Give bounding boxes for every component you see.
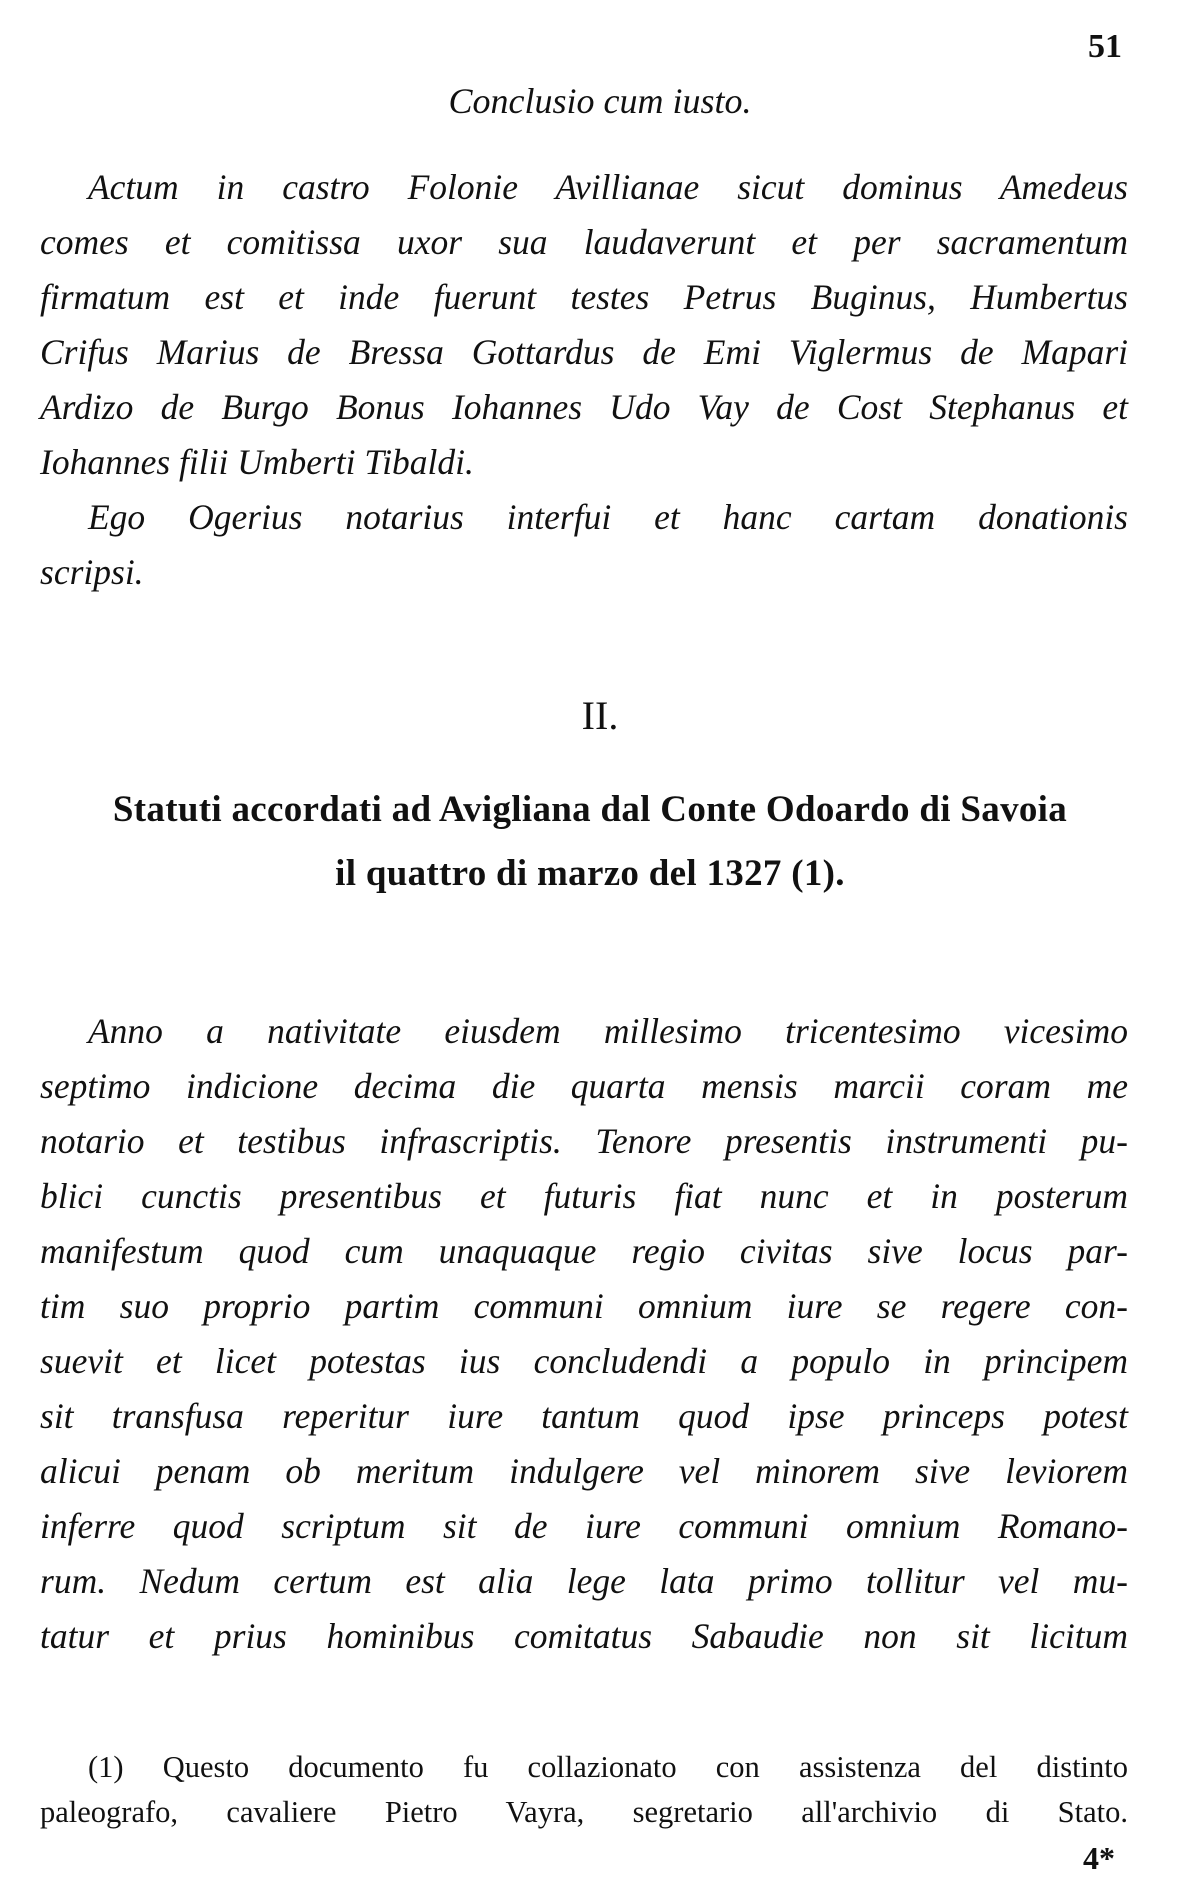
footnote-line: (1) Questo documento fu collazionato con assistenza del distinto <box>88 1750 1128 1784</box>
heading-line: Statuti accordati ad Avigliana dal Conte Odoardo di Savoia <box>112 789 1068 830</box>
text-line: rum. Nedum certum est alia lege lata primo tollitur vel mu- <box>40 1561 1128 1601</box>
text-line: Ardizo de Burgo Bonus Iohannes Udo Vay de Cost Stephanus et <box>40 387 1128 427</box>
text-line: blici cunctis presentibus et futuris fiat nunc et in posterum <box>40 1176 1128 1216</box>
text-line: inferre quod scriptum sit de iure communi omnium Romano- <box>40 1506 1128 1546</box>
text-line: suevit et licet potestas ius concludendi a populo in principem <box>40 1341 1128 1381</box>
text-line: comes et comitissa uxor sua laudaverunt et per sacramentum <box>40 222 1128 262</box>
text-line: alicui penam ob meritum indulgere vel minorem sive leviorem <box>40 1451 1128 1491</box>
text-line: manifestum quod cum unaquaque regio civitas sive locus par- <box>40 1231 1128 1271</box>
text-line: Actum in castro Folonie Avillianae sicut dominus Amedeus <box>88 167 1128 207</box>
section-number: II. <box>581 693 619 738</box>
heading-line: il quattro di marzo del 1327 (1). <box>335 853 845 894</box>
text-line: Anno a nativitate eiusdem millesimo tricentesimo vicesimo <box>88 1011 1128 1051</box>
printer-signature-mark: 4* <box>1083 1840 1115 1876</box>
charter-conclusion-text <box>40 160 1128 600</box>
page-number: 51 <box>1088 28 1122 65</box>
running-head: Conclusio cum iusto. <box>448 81 752 121</box>
text-line: tatur et prius hominibus comitatus Sabaudie non sit licitum <box>40 1616 1128 1656</box>
text-line: scripsi. <box>40 552 144 592</box>
text-line: tim suo proprio partim communi omnium iure se regere con- <box>40 1286 1128 1326</box>
statute-text <box>40 1004 1128 1664</box>
text-line: sit transfusa reperitur iure tantum quod ipse princeps potest <box>40 1396 1128 1436</box>
text-line: firmatum est et inde fuerunt testes Petrus Buginus, Humbertus <box>40 277 1128 317</box>
text-line: septimo indicione decima die quarta mensis marcii coram me <box>40 1066 1128 1106</box>
text-line: Ego Ogerius notarius interfui et hanc cartam donationis <box>88 497 1128 537</box>
footnote-line: paleografo, cavaliere Pietro Vayra, segretario all'archivio di Stato. <box>40 1795 1128 1829</box>
text-line: Crifus Marius de Bressa Gottardus de Emi Viglermus de Mapari <box>40 332 1128 372</box>
section-heading <box>60 778 1120 906</box>
text-line: notario et testibus infrascriptis. Tenore presentis instrumenti pu- <box>40 1121 1128 1161</box>
footnote <box>40 1745 1128 1835</box>
text-line: Iohannes filii Umberti Tibaldi. <box>40 442 474 482</box>
